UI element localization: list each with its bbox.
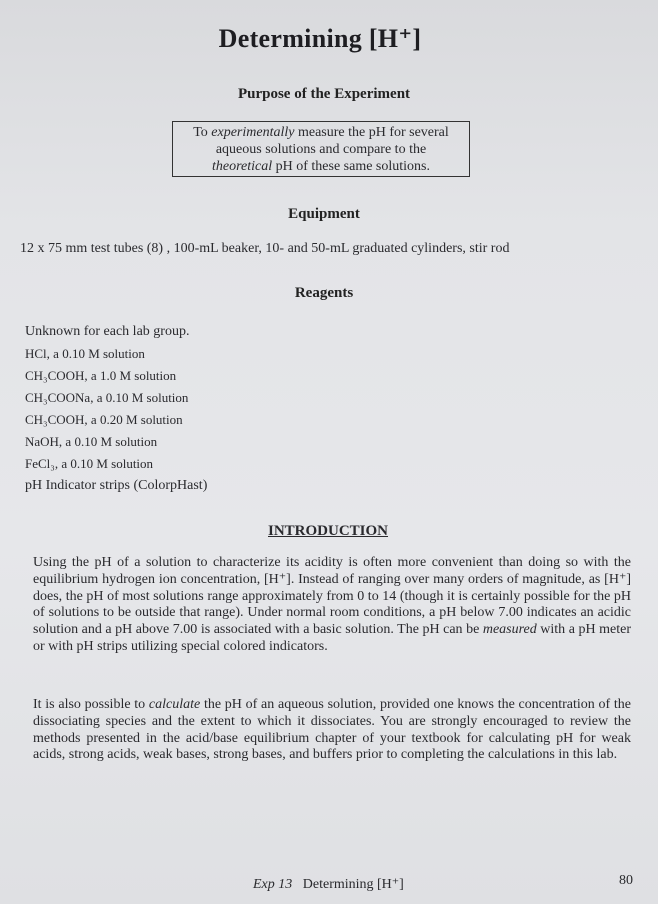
purpose-line-2: aqueous solutions and compare to the [215,142,427,157]
purpose-line-1 [173,124,469,141]
intro-paragraph-2 [33,697,631,764]
equipment-list: 12 x 75 mm test tubes (8) , 100-mL beaker, 10- and 50-mL graduated cylinders, stir rod [20,241,510,256]
reagent-item: CH₃COOH, a 1.0 M solution [25,368,177,383]
footer-title: Determining [H⁺] [302,877,404,892]
purpose-emphasis: experimentally [211,125,295,140]
paragraph-emphasis: measured [482,622,537,638]
paragraph-emphasis: calculate [148,697,201,712]
footer-exp-number: Exp 13 [253,877,293,892]
purpose-line-3 [173,158,469,175]
paragraph-text: the pH of an aqueous solution, provided one knows the concentration of the dissociating species and the extent to which it dissociates. You are strongly encouraged to review the methods presented in the acid/base equilibrium chapter of your textbook for calculating pH for weak acids, strong acids, weak bases, strong bases, and buffers prior to completing the calculations in this lab. [33,697,631,763]
purpose-box [172,121,470,177]
paragraph-text: with a pH meter or with pH strips utilizing special colored indicators. [33,622,631,654]
purpose-emphasis: theoretical [211,159,273,174]
intro-paragraph-1 [33,555,631,656]
introduction-heading: INTRODUCTION [268,523,389,539]
reagent-item: HCl, a 0.10 M solution [25,346,145,361]
reagent-item: pH Indicator strips (ColorpHast) [25,478,208,493]
page-title: Determining [H⁺] [218,24,422,53]
reagent-item: Unknown for each lab group. [25,324,190,339]
paragraph-text: Using the pH of a solution to characterize its acidity is often more convenient than doing so with the equilibrium hydrogen ion concentration, [H⁺]. Instead of ranging over many orders of magnitude, as [H⁺] does, the pH of most solutions range approximately from 0 to 14 (though it is certainly possible for the pH of solutions to be outside that range). Under normal room conditions, a pH below 7.00 indicates an acidic solution and a pH above 7.00 is associated with a basic solution. The pH can be [33,555,631,638]
purpose-text: pH of these same solutions. [272,159,430,174]
reagent-item: FeCl₃, a 0.10 M solution [25,456,154,471]
reagent-item: NaOH, a 0.10 M solution [25,434,158,449]
paragraph-text: It is also possible to [33,697,149,712]
reagents-list [25,321,207,497]
purpose-text: measure the pH for several [294,125,449,140]
reagent-item: CH₃COONa, a 0.10 M solution [25,390,189,405]
footer-running-title [253,876,404,893]
reagent-item: CH₃COOH, a 0.20 M solution [25,412,183,427]
purpose-heading: Purpose of the Experiment [237,86,411,102]
reagents-heading: Reagents [294,285,354,301]
page-number: 80 [619,873,633,888]
purpose-text: To [193,125,212,140]
equipment-heading: Equipment [288,206,360,222]
